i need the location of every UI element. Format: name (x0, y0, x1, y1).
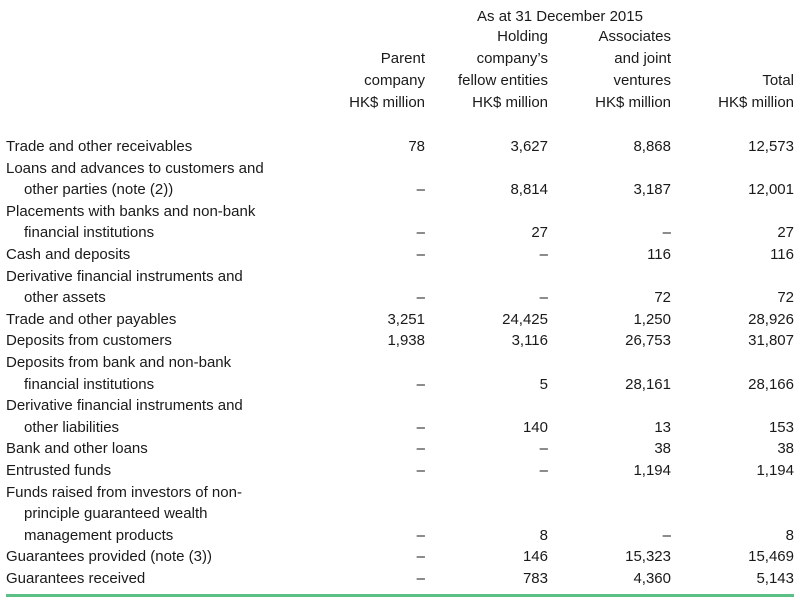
column-header-line: fellow entities (457, 72, 548, 89)
row-label: Guarantees received (6, 570, 146, 587)
cell-value: 1,194 (633, 462, 671, 479)
row-label: Trade and other payables (6, 310, 177, 328)
cell-value: 28,161 (625, 375, 671, 393)
table-row (6, 222, 794, 244)
cell-value: 12,573 (748, 138, 794, 155)
row-label: principle guaranteed wealth (24, 505, 208, 523)
cell-value: 3,116 (511, 332, 548, 350)
table-row (6, 330, 794, 352)
cell-value: – (662, 224, 671, 242)
column-header-line: HK$ million (349, 94, 425, 111)
column-header-line: Parent (380, 50, 425, 67)
cell-value: 5 (539, 375, 548, 393)
cell-value: 31,807 (748, 332, 794, 350)
cell-value: 1,194 (756, 462, 794, 479)
cell-value: – (539, 246, 548, 263)
row-label: Funds raised from investors of non- (6, 483, 242, 501)
cell-value: 12,001 (748, 181, 794, 199)
cell-value: 146 (522, 548, 548, 566)
row-label: financial institutions (24, 224, 155, 242)
table-row (6, 201, 794, 223)
column-header-line: Associates (598, 28, 671, 45)
cell-value: – (416, 462, 425, 479)
row-label: other parties (note (2)) (24, 181, 174, 199)
column-header-line: HK$ million (472, 94, 548, 111)
table-row (6, 568, 794, 590)
table-row (6, 158, 794, 180)
table-row (6, 460, 794, 482)
column-header-line: and joint (614, 50, 671, 67)
cell-value: 1,938 (387, 332, 425, 350)
cell-value: 15,469 (748, 548, 794, 566)
cell-value: 27 (777, 224, 794, 242)
column-header-line: Holding (497, 28, 548, 45)
cell-value: 8,868 (633, 138, 671, 155)
table-row (6, 482, 794, 504)
cell-value: 1,250 (633, 310, 671, 328)
cell-value: – (539, 289, 548, 307)
column-header-line: company (364, 72, 425, 89)
cell-value: 72 (777, 289, 794, 307)
cell-value: 8 (785, 526, 794, 544)
row-label: Guarantees provided (note (3)) (6, 548, 212, 566)
cell-value: 15,323 (625, 548, 671, 566)
cell-value: 38 (777, 440, 794, 458)
row-label: Bank and other loans (6, 440, 148, 458)
cell-value: – (416, 181, 425, 199)
row-label: financial institutions (24, 375, 155, 393)
row-label: Loans and advances to customers and (6, 159, 264, 177)
cell-value: 13 (654, 418, 671, 436)
cell-value: 783 (522, 570, 548, 587)
cell-value: 140 (522, 418, 548, 436)
cell-value: 26,753 (625, 332, 671, 350)
cell-value: – (662, 526, 671, 544)
table-row (6, 417, 794, 439)
row-label: Derivative financial instruments and (6, 267, 243, 285)
row-label: other liabilities (24, 418, 120, 436)
cell-value: 8,814 (510, 181, 548, 199)
cell-value: 28,166 (748, 375, 794, 393)
column-header-line: HK$ million (595, 94, 671, 111)
cell-value: 8 (539, 526, 548, 544)
table-row (6, 287, 794, 309)
cell-value: 3,251 (387, 310, 425, 328)
table-row (6, 438, 794, 460)
column-header (718, 70, 794, 114)
cell-value: – (416, 289, 425, 307)
table-row (6, 179, 794, 201)
column-header-line: ventures (613, 72, 671, 89)
cell-value: – (416, 246, 425, 263)
row-label: Placements with banks and non-bank (6, 202, 256, 220)
table-row (6, 136, 794, 158)
table-row (6, 352, 794, 374)
cell-value: 24,425 (502, 310, 548, 328)
row-label: Trade and other receivables (6, 138, 193, 155)
column-header-line: company’s (476, 50, 548, 67)
cell-value: – (539, 440, 548, 458)
column-header-line: HK$ million (718, 94, 794, 111)
cell-value: – (416, 570, 425, 587)
table-row (6, 266, 794, 288)
column-header-line: Total (762, 72, 794, 89)
cell-value: 72 (654, 289, 671, 307)
table-row (6, 546, 794, 568)
table-row (6, 244, 794, 266)
column-header (458, 26, 548, 114)
column-header (595, 26, 671, 114)
bottom-rule (6, 594, 794, 597)
row-label: Entrusted funds (6, 462, 112, 479)
row-label: Derivative financial instruments and (6, 397, 243, 415)
cell-value: – (416, 418, 425, 436)
cell-value: 116 (647, 246, 671, 263)
table-row (6, 525, 794, 547)
cell-value: 28,926 (748, 310, 794, 328)
table-row (6, 309, 794, 331)
cell-value: – (416, 375, 425, 393)
table-row (6, 395, 794, 417)
cell-value: 3,187 (633, 181, 671, 199)
row-label: Deposits from customers (6, 332, 172, 350)
cell-value: 38 (654, 440, 671, 458)
cell-value: – (416, 440, 425, 458)
cell-value: 27 (531, 224, 548, 242)
table-row (6, 503, 794, 525)
row-label: Deposits from bank and non-bank (6, 354, 232, 371)
cell-value: – (539, 462, 548, 479)
cell-value: 78 (408, 138, 425, 155)
cell-value: 5,143 (756, 570, 794, 587)
cell-value: – (416, 548, 425, 566)
column-header (349, 48, 425, 114)
cell-value: – (416, 224, 425, 242)
cell-value: 116 (770, 246, 794, 263)
cell-value: 3,627 (510, 138, 548, 155)
cell-value: – (416, 526, 425, 544)
cell-value: 4,360 (633, 570, 671, 587)
cell-value: 153 (768, 418, 794, 436)
header-span-title: As at 31 December 2015 (477, 8, 643, 25)
row-label: Cash and deposits (6, 246, 131, 263)
table-row (6, 374, 794, 396)
row-label: management products (24, 526, 174, 544)
row-label: other assets (24, 289, 106, 307)
